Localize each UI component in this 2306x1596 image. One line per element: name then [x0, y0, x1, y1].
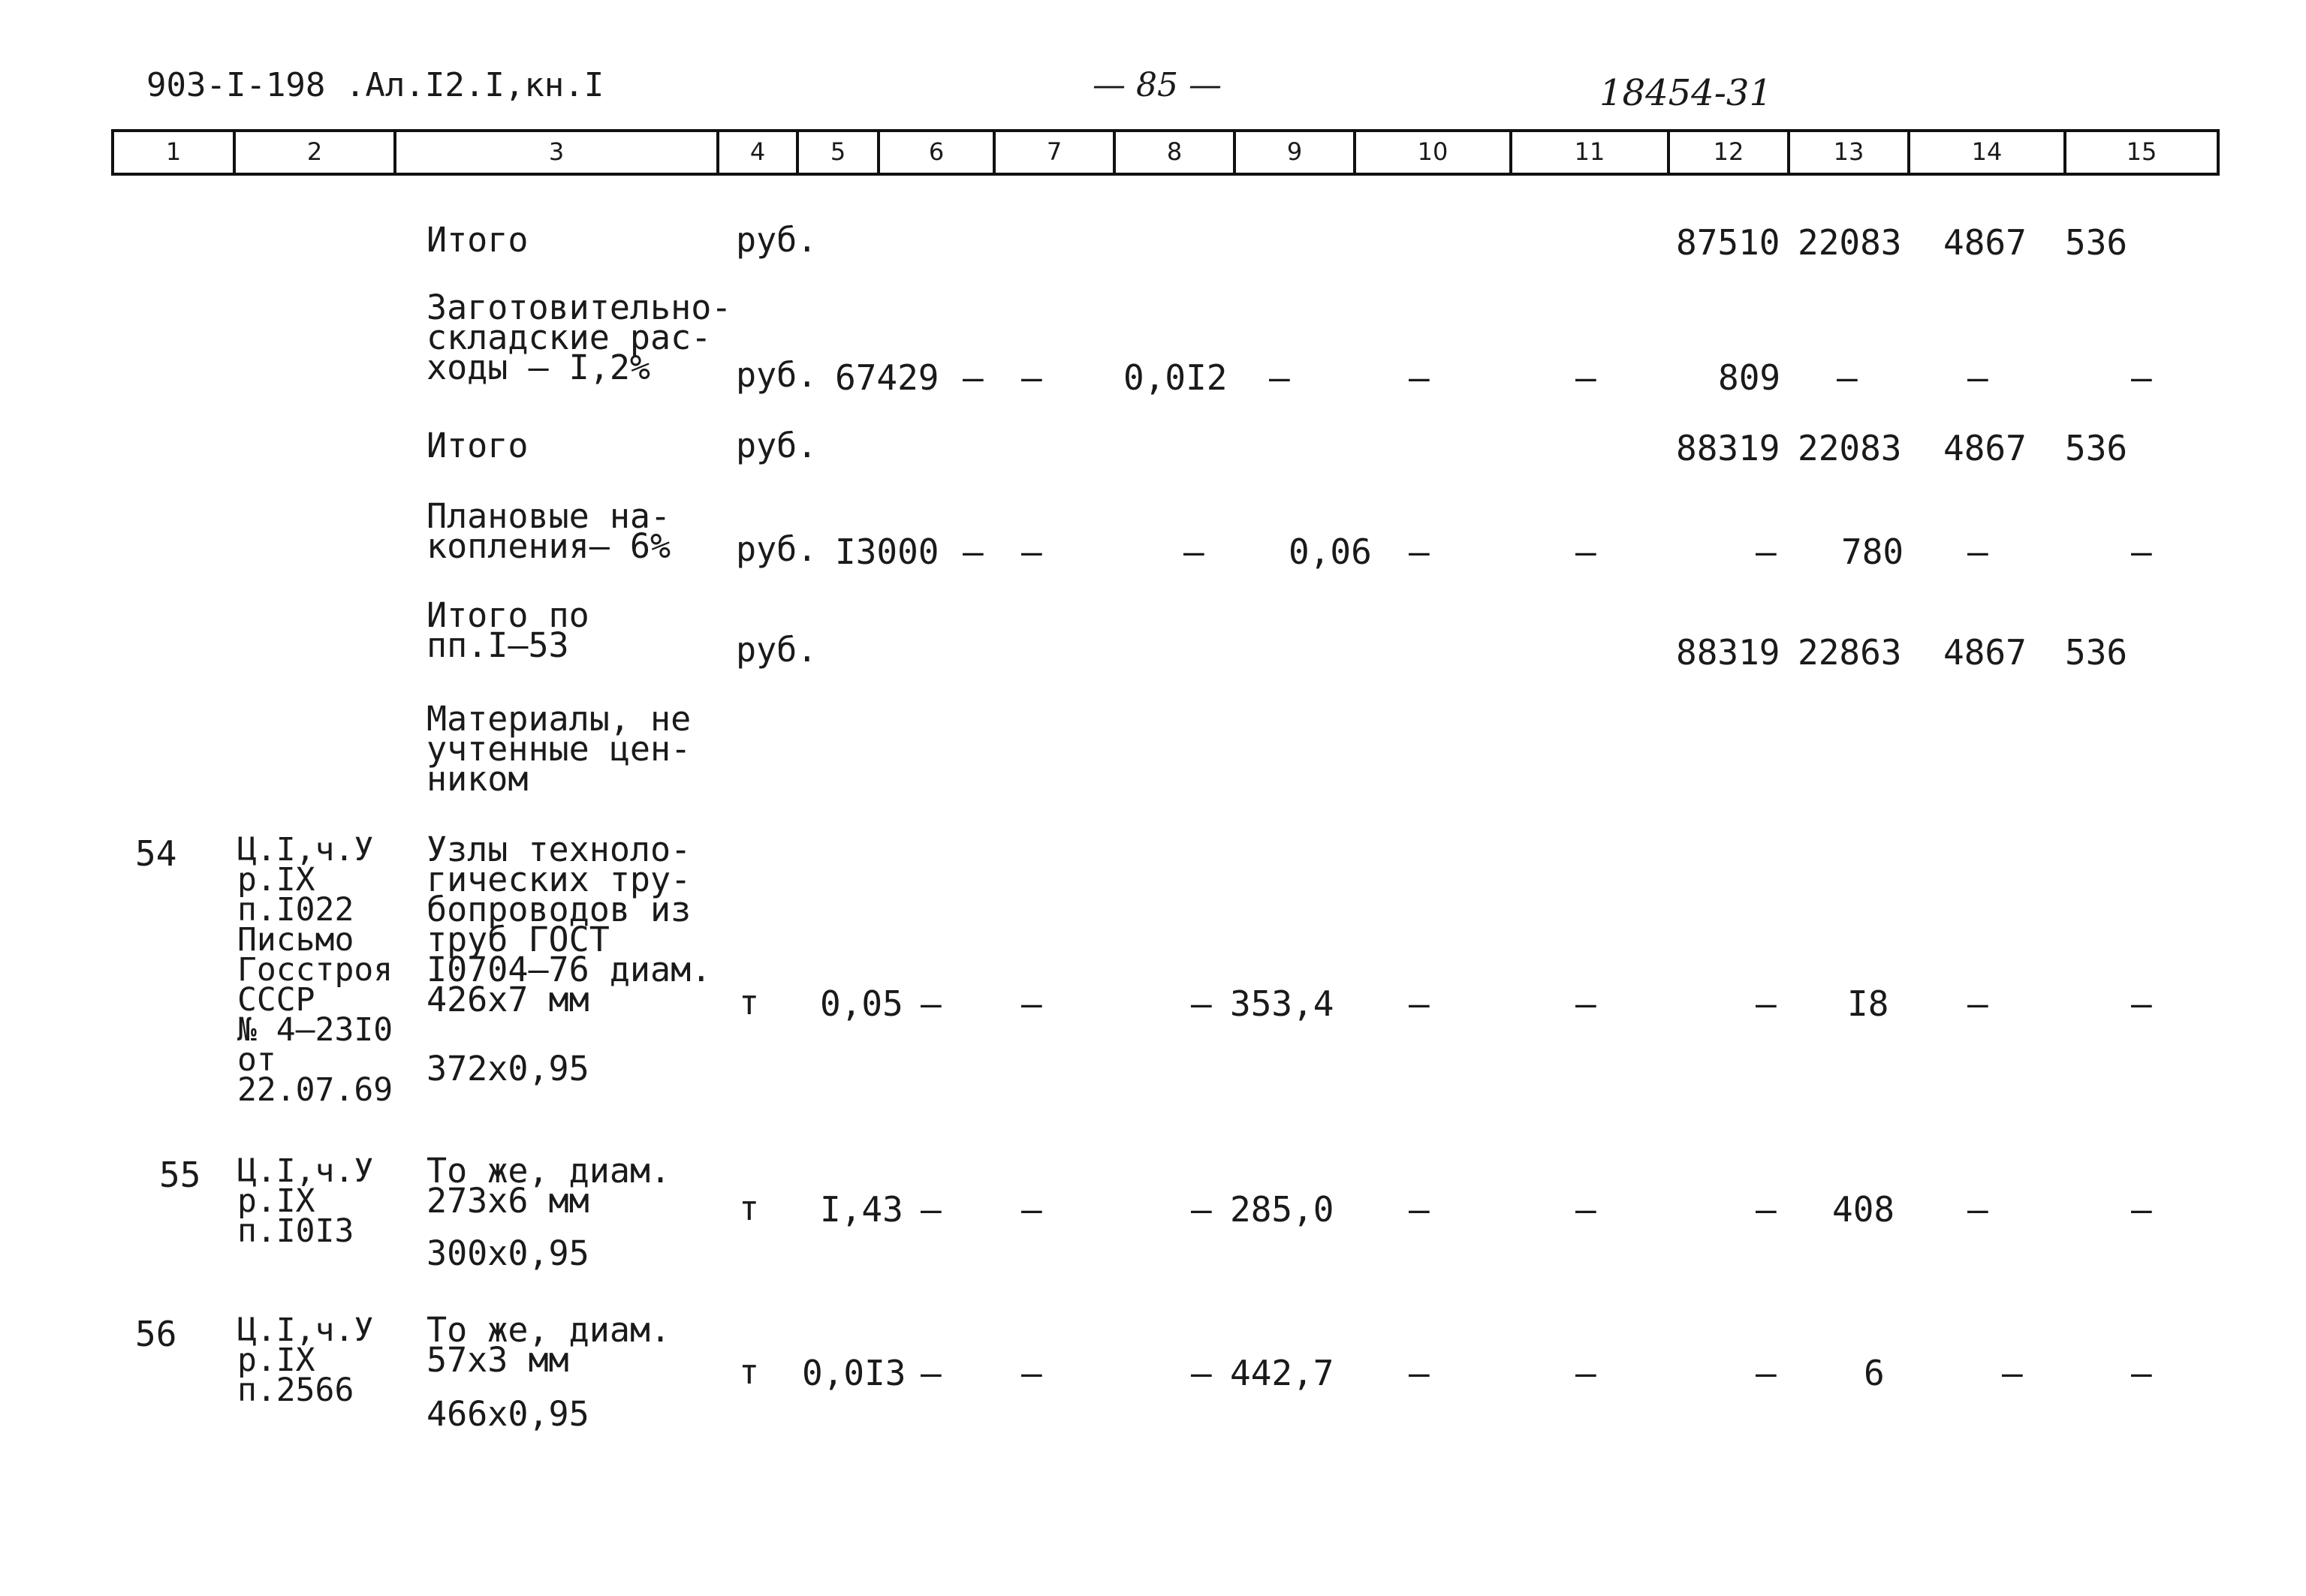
item-name: То же, диам. 57х3 мм [427, 1310, 671, 1380]
col6-value: – [921, 1189, 942, 1230]
col13-value: 22083 [1798, 428, 1902, 468]
item-name: Итого по пп.I–53 [427, 595, 589, 665]
calc-note: 300х0,95 [427, 1233, 589, 1273]
col11-value: – [1575, 357, 1596, 398]
col-num-14: 14 [1971, 137, 2003, 166]
col6-value: – [963, 531, 984, 572]
col10-value: – [1409, 1189, 1430, 1230]
col-num-2: 2 [306, 137, 323, 166]
item-name: Плановые на- копления– 6% [427, 496, 671, 566]
col14-value: 4867 [1943, 428, 2027, 468]
col8-value: – [1191, 983, 1212, 1024]
col14-value: – [1967, 1189, 1988, 1230]
col7-value: – [1021, 357, 1042, 398]
col9-value: 285,0 [1230, 1189, 1334, 1230]
col12-value: – [1756, 983, 1777, 1024]
col7-value: – [1021, 1189, 1042, 1230]
unit: руб. [736, 426, 818, 465]
col12-value: – [1756, 1189, 1777, 1230]
col15-value: – [2131, 983, 2152, 1024]
col12-value: – [1756, 1353, 1777, 1393]
col14-value: – [1967, 357, 1988, 398]
price-reference: Ц.I,ч.У р.IX п.I0I3 [237, 1152, 374, 1250]
col9-value: 353,4 [1230, 983, 1334, 1024]
col15-value: – [2131, 357, 2152, 398]
unit: руб. [736, 630, 818, 670]
col6-value: – [963, 357, 984, 398]
col14-value: – [2002, 1353, 2023, 1393]
col13-value: – [1837, 357, 1858, 398]
item-name: Итого [427, 426, 529, 465]
col15-value: – [2131, 1189, 2152, 1230]
item-name: То же, диам. 273х6 мм [427, 1151, 671, 1221]
item-name: Узлы техноло- гических тру- бопроводов из труб ГОСТ I0704–76 диам. 426х7 мм [427, 830, 712, 1019]
row-number: 55 [159, 1155, 201, 1195]
col10-value: – [1409, 983, 1430, 1024]
col12-value: 88319 [1676, 632, 1780, 673]
col10-value: – [1409, 1353, 1430, 1393]
col10-value: – [1409, 357, 1430, 398]
col8-value: – [1183, 531, 1204, 572]
col6-value: – [921, 983, 942, 1024]
col11-value: – [1575, 1189, 1596, 1230]
col9-value: – [1269, 357, 1290, 398]
unit: руб. [736, 529, 818, 569]
col15-value: 536 [2065, 428, 2128, 468]
col8-value: – [1191, 1189, 1212, 1230]
col-num-11: 11 [1574, 137, 1605, 166]
col-num-4: 4 [749, 137, 766, 166]
col12-value: – [1756, 531, 1777, 572]
col-num-5: 5 [830, 137, 846, 166]
price-reference: Ц.I,ч.У р.IX п.2566 [237, 1311, 374, 1409]
item-name: Заготовительно- складские рас- ходы – I,2% [427, 288, 732, 387]
col13-value: 22863 [1798, 632, 1902, 673]
col15-value: – [2131, 531, 2152, 572]
col7-value: – [1021, 983, 1042, 1024]
col7-value: – [1021, 531, 1042, 572]
col-num-8: 8 [1166, 137, 1183, 166]
col13-value: 22083 [1798, 222, 1902, 263]
col11-value: – [1575, 531, 1596, 572]
col14-value: – [1967, 983, 1988, 1024]
col15-value: – [2131, 1353, 2152, 1393]
col6-value: – [921, 1353, 942, 1393]
col15-value: 536 [2065, 632, 2128, 673]
row-number: 56 [135, 1314, 177, 1354]
col5-value: 0,05 [820, 983, 903, 1024]
col13-value: 408 [1832, 1189, 1895, 1230]
col5-value: I,43 [820, 1189, 903, 1230]
col9-value: 0,06 [1289, 531, 1372, 572]
col-num-12: 12 [1713, 137, 1744, 166]
col-num-10: 10 [1417, 137, 1448, 166]
page-number: — 85 — [1093, 66, 1222, 104]
col12-value: 809 [1718, 357, 1781, 398]
col8-value: – [1191, 1353, 1212, 1393]
col10-value: – [1409, 531, 1430, 572]
col14-value: – [1967, 531, 1988, 572]
col8-value: 0,0I2 [1123, 357, 1228, 398]
price-reference: Ц.I,ч.У р.IX п.I022 Письмо Госстроя СССР № 4–23I0 от 22.07.69 [237, 831, 393, 1109]
unit: руб. [736, 355, 818, 395]
col-num-6: 6 [928, 137, 945, 166]
col-num-3: 3 [548, 137, 565, 166]
col12-value: 87510 [1676, 222, 1780, 263]
col13-value: 6 [1864, 1353, 1885, 1393]
col13-value: 780 [1841, 531, 1904, 572]
col11-value: – [1575, 1353, 1596, 1393]
calc-note: 466х0,95 [427, 1394, 589, 1434]
item-name: Итого [427, 220, 529, 260]
col11-value: – [1575, 983, 1596, 1024]
section-heading: Материалы, не учтенные цен- ником [427, 699, 692, 799]
col15-value: 536 [2065, 222, 2128, 263]
unit: т [739, 1352, 760, 1392]
col12-value: 88319 [1676, 428, 1780, 468]
col-num-7: 7 [1046, 137, 1063, 166]
col14-value: 4867 [1943, 222, 2027, 263]
col14-value: 4867 [1943, 632, 2027, 673]
col-num-1: 1 [165, 137, 182, 166]
col5-value: 67429 [835, 357, 939, 398]
col9-value: 442,7 [1230, 1353, 1334, 1393]
row-number: 54 [135, 833, 177, 874]
col-num-15: 15 [2126, 137, 2157, 166]
unit: т [739, 983, 760, 1022]
col-num-13: 13 [1833, 137, 1864, 166]
col5-value: I3000 [835, 531, 939, 572]
unit: руб. [736, 220, 818, 260]
col13-value: I8 [1847, 983, 1889, 1024]
calc-note: 372х0,95 [427, 1049, 589, 1089]
document-code: 903-I-198 .Ал.I2.I,кн.I [146, 66, 604, 104]
handwritten-stamp: 18454-31 [1599, 72, 1772, 114]
col5-value: 0,0I3 [802, 1353, 906, 1393]
unit: т [739, 1188, 760, 1228]
col-num-9: 9 [1286, 137, 1303, 166]
col7-value: – [1021, 1353, 1042, 1393]
